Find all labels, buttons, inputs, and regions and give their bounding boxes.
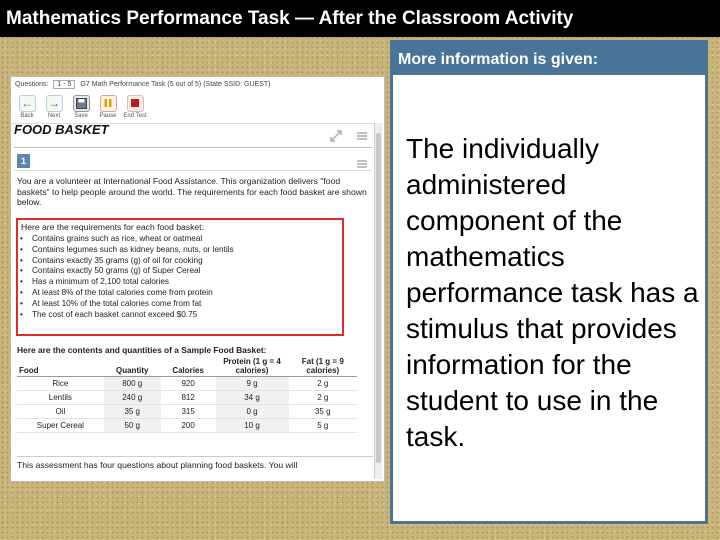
table-cell: 200 (161, 419, 216, 433)
save-label: Save (74, 113, 88, 119)
stop-icon (127, 95, 144, 112)
list-item: • At least 8% of the total calories come from protein (32, 288, 234, 299)
scrollbar-thumb[interactable] (376, 133, 381, 463)
table-cell: 9 g (216, 377, 289, 391)
slide-title: Mathematics Performance Task — After the Classroom Activity (0, 0, 720, 37)
pause-button[interactable] (96, 93, 120, 119)
info-card (390, 40, 708, 524)
table-cell: Rice (17, 377, 104, 391)
table-cell: Lentils (17, 391, 104, 405)
table-cell: 10 g (216, 419, 289, 433)
table-cell: 800 g (104, 377, 161, 391)
passage-menu-icon[interactable] (355, 129, 369, 143)
question-divider (14, 170, 372, 171)
sample-heading: Here are the contents and quantities of a Sample Food Basket: (17, 345, 267, 355)
question-number: 1 (17, 154, 30, 168)
column-header: Fat (1 g = 9 calories) (289, 356, 357, 377)
table-cell: 50 g (104, 419, 161, 433)
questions-select[interactable]: 1 - 5 (53, 80, 75, 89)
table-cell: 35 g (289, 405, 357, 419)
requirements-heading: Here are the requirements for each food basket: (21, 222, 204, 232)
pause-label: Pause (99, 113, 117, 119)
requirements-list (32, 234, 234, 320)
footer-divider (17, 456, 373, 457)
pause-icon (100, 95, 117, 112)
table-cell: 240 g (104, 391, 161, 405)
list-item: • Contains exactly 50 grams (g) of Super Cereal (32, 266, 234, 277)
questions-row (15, 80, 271, 89)
food-table (17, 356, 357, 433)
info-card-body: The individually administered component of the mathematics performance task has a stimulus that provides information for the student to use in the task. (406, 133, 699, 452)
next-button[interactable] (42, 93, 66, 119)
list-item: • At least 10% of the total calories come from fat (32, 299, 234, 310)
test-toolbar (15, 93, 175, 125)
column-header: Protein (1 g = 4 calories) (216, 356, 289, 377)
save-button[interactable] (69, 93, 93, 119)
list-item: • Contains exactly 35 grams (g) of oil for cooking (32, 256, 234, 267)
table-cell: 2 g (289, 377, 357, 391)
expand-icon[interactable] (329, 129, 343, 143)
test-screenshot (10, 76, 385, 482)
list-item: • Has a minimum of 2,100 total calories (32, 277, 234, 288)
table-cell: 812 (161, 391, 216, 405)
table-header-row (17, 356, 357, 377)
next-arrow-icon: → (46, 95, 63, 112)
next-label: Next (47, 113, 61, 119)
table-cell: Oil (17, 405, 104, 419)
column-header: Quantity (104, 356, 161, 377)
back-label: Back (20, 113, 34, 119)
table-cell: 920 (161, 377, 216, 391)
table-cell: Super Cereal (17, 419, 104, 433)
info-card-heading: More information is given: (393, 43, 705, 75)
table-row (17, 419, 357, 433)
table-cell: 315 (161, 405, 216, 419)
questions-label: Questions: (15, 81, 49, 88)
column-header: Calories (161, 356, 216, 377)
back-arrow-icon: ← (19, 95, 36, 112)
list-item: • The cost of each basket cannot exceed $0.75 (32, 310, 234, 321)
table-cell: 5 g (289, 419, 357, 433)
intro-text: You are a volunteer at International Food Assistance. This organization delivers "food baskets" to help people around the world. The requirements for each food basket are shown below. (17, 176, 367, 207)
list-item: • Contains legumes such as kidney beans, nuts, or lentils (32, 245, 234, 256)
scrollbar[interactable] (374, 123, 382, 479)
list-item: • Contains grains such as rice, wheat or oatmeal (32, 234, 234, 245)
table-row (17, 377, 357, 391)
back-button[interactable] (15, 93, 39, 119)
end-test-button[interactable] (123, 93, 147, 119)
passage-title: FOOD BASKET (14, 122, 109, 137)
table-cell: 35 g (104, 405, 161, 419)
question-content (14, 147, 372, 480)
requirements-box (16, 218, 344, 336)
table-cell: 34 g (216, 391, 289, 405)
table-cell: 2 g (289, 391, 357, 405)
table-row (17, 405, 357, 419)
table-row (17, 391, 357, 405)
save-icon (73, 95, 90, 112)
end-test-label: End Test (123, 113, 147, 119)
column-header: Food (17, 356, 104, 377)
footer-text: This assessment has four questions about planning food baskets. You will (17, 460, 298, 470)
table-cell: 0 g (216, 405, 289, 419)
test-info: G7 Math Performance Task (5 out of 5) (State SSID: GUEST) (80, 81, 271, 88)
